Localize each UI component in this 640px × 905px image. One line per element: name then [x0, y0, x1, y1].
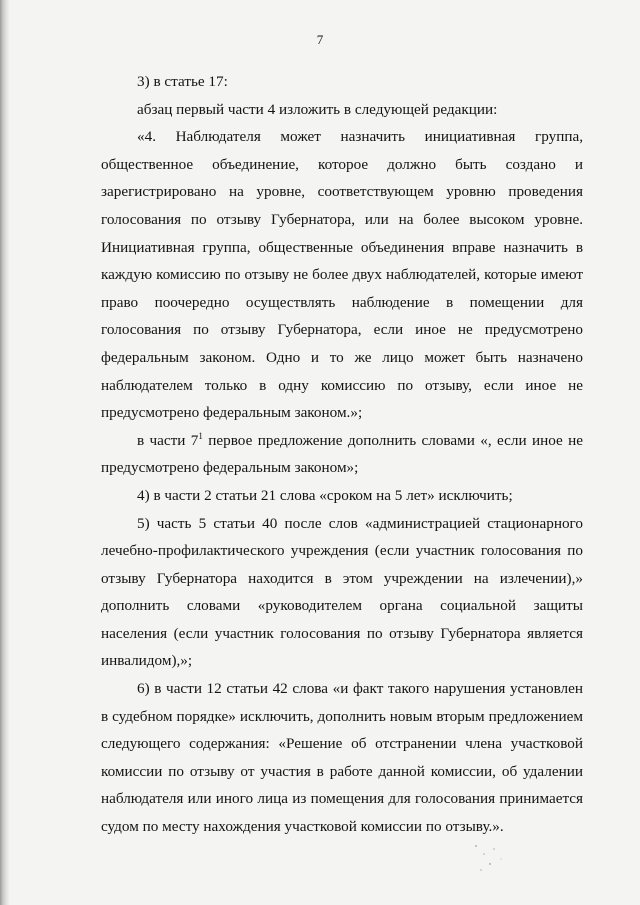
paragraph-part-4-intro: абзац первый части 4 изложить в следующей редакции: [137, 100, 498, 118]
page-number: 7 [316, 32, 324, 47]
scan-noise [470, 840, 530, 880]
paragraph-item-6: 6) в части 12 статьи 42 слова «и факт такого нарушения установлен в судебном порядке» исключить, дополнить новым вторым предложением следующего содержания: «Решение об отстранении члена участковой комиссии по отзыву от участия в работе данной комиссии, об удалении наблюдателя или иного лица из помещения для голосования принимается судом по месту нахождения участковой комиссии по отзыву.». [101, 680, 583, 836]
scan-edge [0, 0, 10, 905]
paragraph-item-3: 3) в статье 17: [137, 73, 228, 90]
paragraph-item-4: 4) в части 2 статьи 21 слова «сроком на 5 лет» исключить; [137, 486, 513, 504]
paragraph-part-7-1-before: в части 7 [137, 431, 199, 449]
paragraph-part-7-1 [101, 427, 583, 482]
paragraph-quote-part-4: «4. Наблюдателя может назначить инициативная группа, общественное объединение, которое должно быть создано и зарегистрировано на уровне, соответствующем уровню проведения голосования по отзыву Губернатора, или на более высоком уровне. Инициативная группа, общественные объединения вправе назначить в каждую комиссию по отзыву не более двух наблюдателей, которые имеют право поочередно осуществлять наблюдение в помещении для голосования по отзыву Губернатора, если иное не предусмотрено федеральным законом. Одно и то же лицо может быть назначено наблюдателем только в одну комиссию по отзыву, если иное не предусмотрено федеральным законом.»; [101, 128, 583, 422]
paragraph-part-7-1-after: первое предложение дополнить словами «, если иное не предусмотрено федеральным законом»; [101, 431, 583, 477]
paragraph-item-5: 5) часть 5 статьи 40 после слов «администрацией стационарного лечебно-профилактического учреждения (если участник голосования по отзыву Губернатора находится в этом учреждении на излечении),» дополнить словами «руководителем органа социальной защиты населения (если участник голосования по отзыву Губернатора является инвалидом),»; [101, 514, 583, 670]
document-body [101, 68, 583, 841]
superscript-number: 1 [198, 430, 203, 441]
